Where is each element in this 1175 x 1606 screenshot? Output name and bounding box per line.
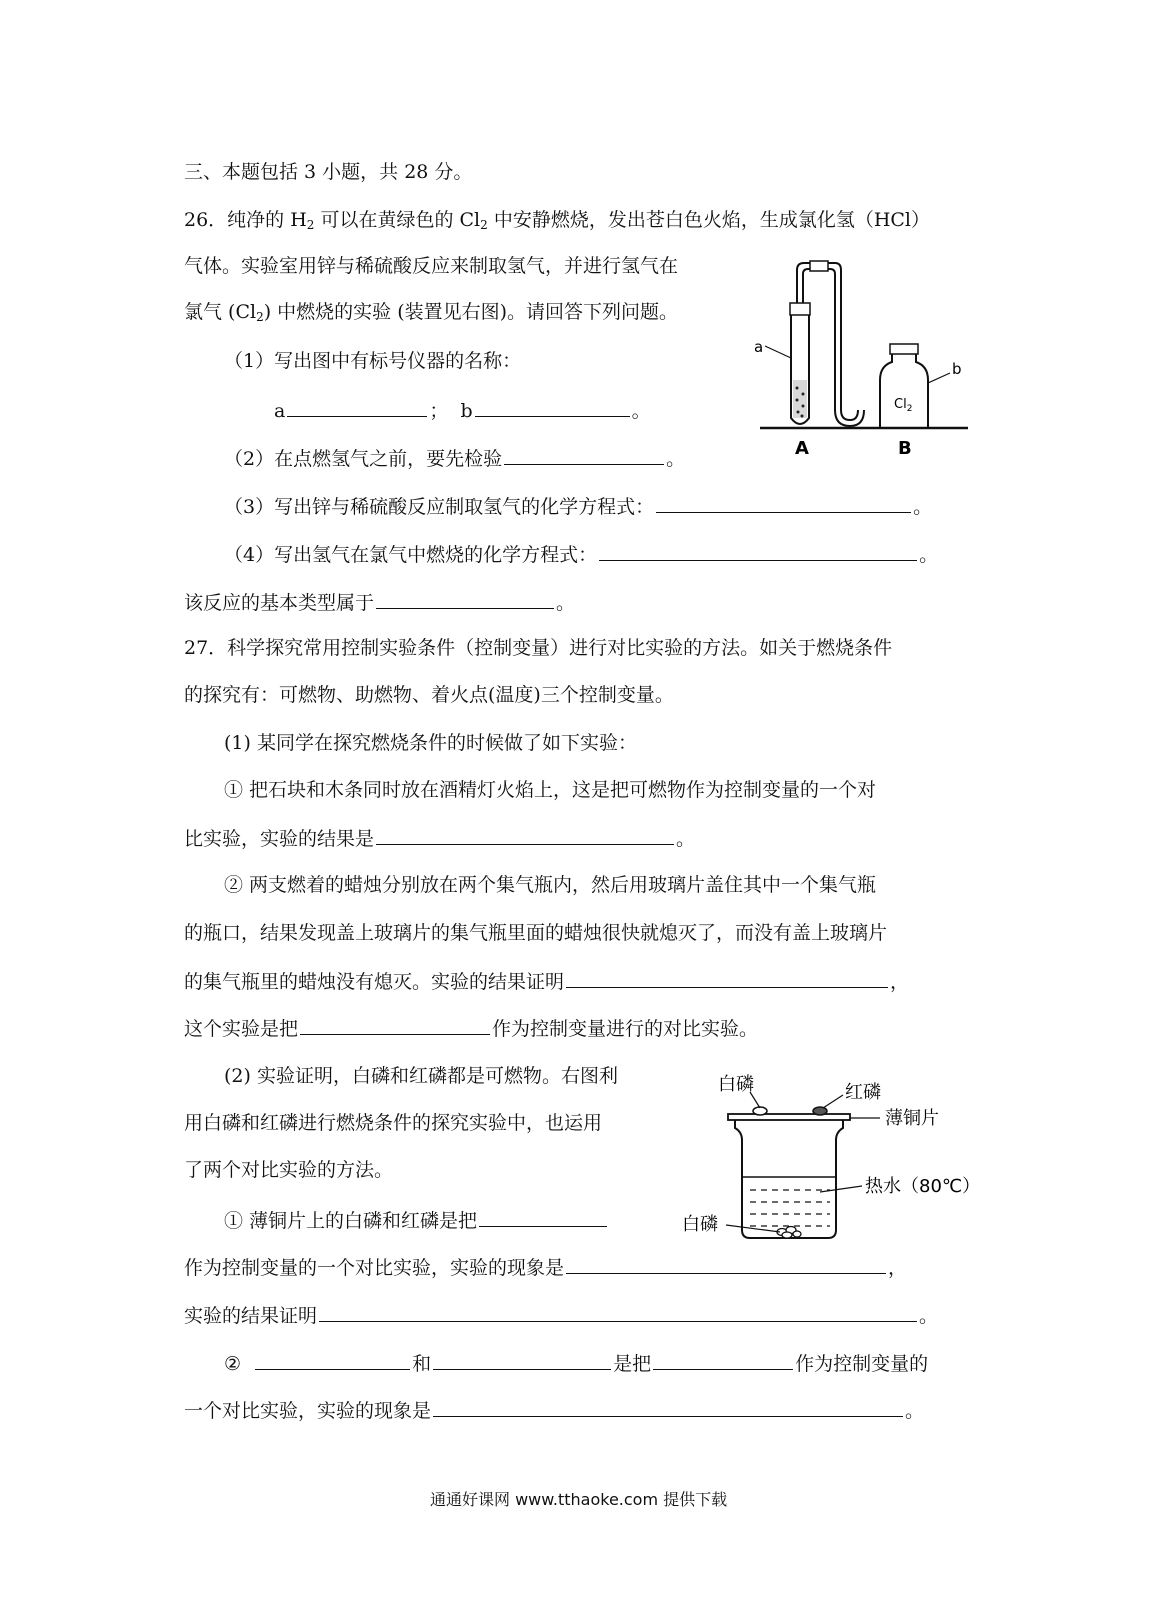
label-a: a xyxy=(754,338,764,356)
q27-stem-line2: 的探究有：可燃物、助燃物、着火点(温度)三个控制变量。 xyxy=(184,684,674,706)
q27-exp1-line1: ① 把石块和木条同时放在酒精灯火焰上，这是把可燃物作为控制变量的一个对 xyxy=(224,779,877,801)
answer-blank-f2d[interactable] xyxy=(433,1396,903,1417)
answer-blank-f1a[interactable] xyxy=(479,1206,607,1227)
answer-blank-b[interactable] xyxy=(475,396,630,417)
answer-blank-p4[interactable] xyxy=(599,540,917,561)
label-B: B xyxy=(898,438,912,459)
q26-part5: 该反应的基本类型属于 。 xyxy=(184,588,575,616)
label-copper-sheet: 薄铜片 xyxy=(885,1108,939,1129)
q26-part3: （3）写出锌与稀硫酸反应制取氢气的化学方程式： 。 xyxy=(224,492,932,520)
answer-blank-p3[interactable] xyxy=(656,492,911,513)
q27-exp1-line2: 比实验，实验的结果是 。 xyxy=(184,824,695,852)
answer-blank-e1[interactable] xyxy=(376,824,674,845)
answer-blank-p5[interactable] xyxy=(376,588,554,609)
answer-blank-e2b[interactable] xyxy=(300,1014,490,1035)
answer-blank-p2[interactable] xyxy=(504,444,664,465)
q27-f1-line3: 实验的结果证明 。 xyxy=(184,1301,938,1329)
section-header: 三、本题包括 3 小题，共 28 分。 xyxy=(184,161,473,183)
q27-sub1: (1) 某同学在探究燃烧条件的时候做了如下实验： xyxy=(224,732,637,754)
answer-blank-f2a[interactable] xyxy=(255,1349,410,1370)
q27-exp2-line1: ② 两支燃着的蜡烛分别放在两个集气瓶内，然后用玻璃片盖住其中一个集气瓶 xyxy=(224,874,877,896)
label-white-p-bottom: 白磷 xyxy=(682,1214,718,1235)
q26-part1-blanks: a ； b 。 xyxy=(274,396,651,424)
q26-part1: （1）写出图中有标号仪器的名称： xyxy=(224,350,522,372)
q27-exp2-line2: 的瓶口，结果发现盖上玻璃片的集气瓶里面的蜡烛很快就熄灭了，而没有盖上玻璃片 xyxy=(184,922,888,944)
q26-part2: （2）在点燃氢气之前，要先检验 。 xyxy=(224,444,685,472)
q27-f1-line1: ① 薄铜片上的白磷和红磷是把 xyxy=(224,1206,609,1234)
q27-exp2-line3: 的集气瓶里的蜡烛没有熄灭。实验的结果证明 ， xyxy=(184,967,909,995)
q27-exp2-line4: 这个实验是把 作为控制变量进行的对比实验。 xyxy=(184,1014,758,1042)
label-A: A xyxy=(795,438,809,459)
q27-sub2-line1: (2) 实验证明，白磷和红磷都是可燃物。右图利 xyxy=(224,1065,618,1087)
answer-blank-f2c[interactable] xyxy=(653,1349,793,1370)
answer-blank-f1b[interactable] xyxy=(566,1253,886,1274)
q26-apparatus-figure xyxy=(740,258,980,468)
answer-blank-f1c[interactable] xyxy=(319,1301,917,1322)
q26-stem-line1: 26．纯净的 $H_2$ 可以在黄绿色的 $Cl_2$ 中安静燃烧，发出苍白色火焰，生成氯化氢（HCl） xyxy=(184,209,931,232)
q26-stem-line3: 氯气 $(Cl_2)$ 中燃烧的实验 (装置见右图)。请回答下列问题。 xyxy=(184,301,679,324)
bottle-cl2-label: $Cl_2$ xyxy=(894,397,913,414)
q27-f2-line1: ② 和 是把 作为控制变量的 xyxy=(224,1349,928,1377)
q27-sub2-line3: 了两个对比实验的方法。 xyxy=(184,1159,394,1181)
q26-stem-line2: 气体。实验室用锌与稀硫酸反应来制取氢气，并进行氢气在 xyxy=(184,255,679,277)
page-footer: 通通好课网 www.tthaoke.com 提供下载 xyxy=(430,1490,728,1509)
q27-sub2-line2: 用白磷和红磷进行燃烧条件的探究实验中，也运用 xyxy=(184,1112,603,1134)
q27-f1-line2: 作为控制变量的一个对比实验，实验的现象是 ， xyxy=(184,1253,907,1281)
answer-blank-a[interactable] xyxy=(287,396,427,417)
q26-part4: （4）写出氢气在氯气中燃烧的化学方程式： 。 xyxy=(224,540,938,568)
label-b: b xyxy=(952,360,962,378)
answer-blank-f2b[interactable] xyxy=(433,1349,611,1370)
label-white-p-top: 白磷 xyxy=(718,1074,754,1095)
answer-blank-e2a[interactable] xyxy=(566,967,888,988)
q27-stem-line1: 27．科学探究常用控制实验条件（控制变量）进行对比实验的方法。如关于燃烧条件 xyxy=(184,637,893,659)
q27-phosphorus-figure xyxy=(680,1062,1000,1252)
label-red-p: 红磷 xyxy=(845,1082,881,1103)
q27-f2-line2: 一个对比实验，实验的现象是 。 xyxy=(184,1396,924,1424)
label-hot-water: 热水（80℃） xyxy=(865,1176,981,1197)
